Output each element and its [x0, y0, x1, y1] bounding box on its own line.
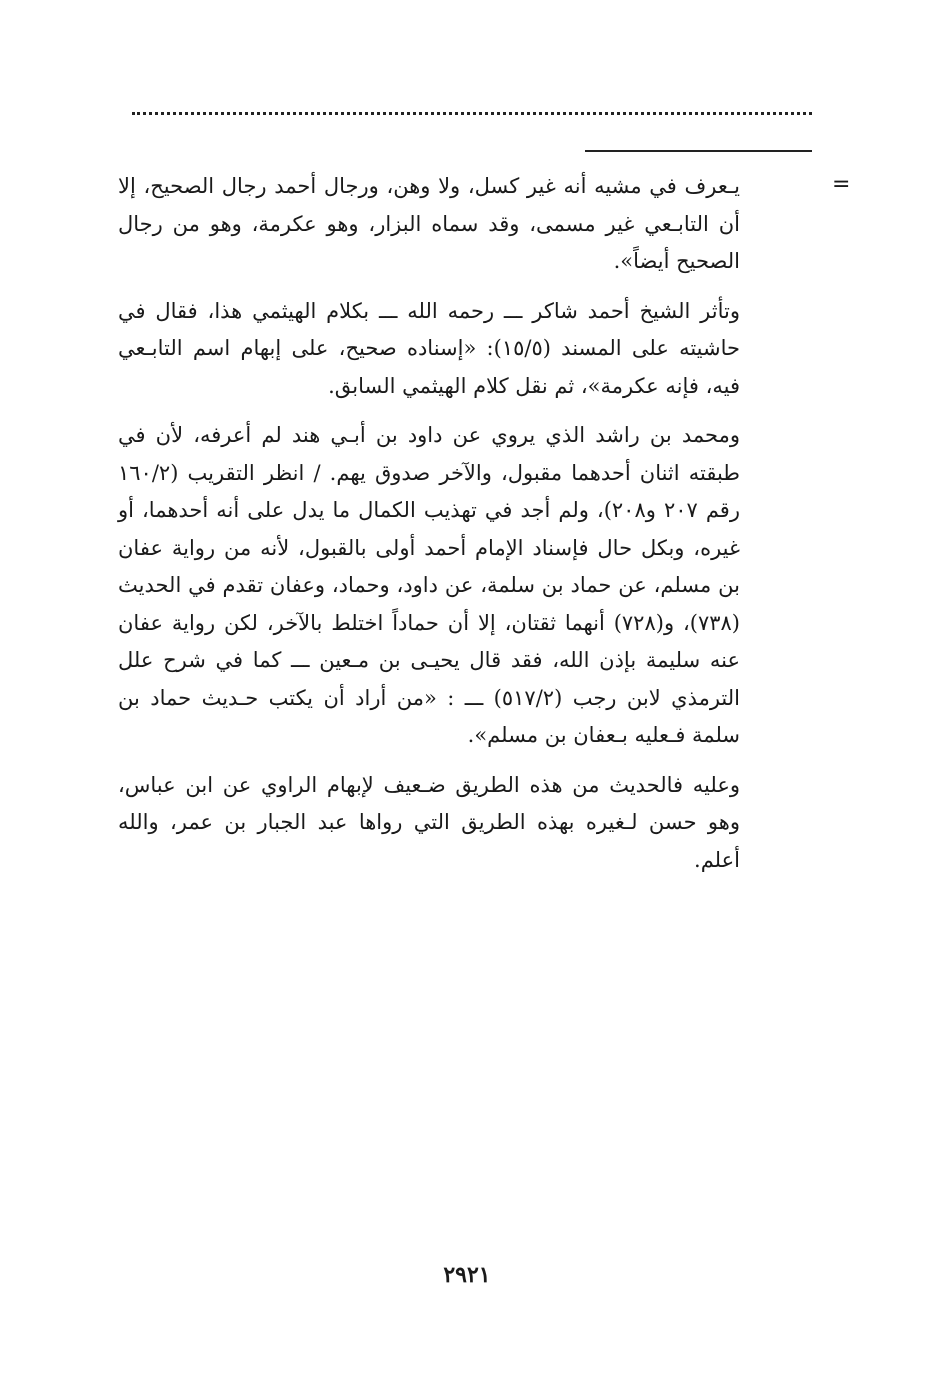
- footnote-body: [118, 168, 740, 891]
- dotted-separator: [132, 112, 812, 115]
- footnote-rule: [585, 150, 812, 152]
- footnote-paragraph-2: وتأثر الشيخ أحمد شاكر ـــ رحمه الله ـــ بكلام الهيثمي هذا، فقال في حاشيته على المسند (١٥/٥): «إسناده صحيح، على إبهام اسم التابـعي فيه، فإنه عكرمة»، ثم نقل كلام الهيثمي السابق.: [118, 298, 740, 398]
- continuation-mark: =: [832, 172, 851, 197]
- footnote-paragraph-1: يـعرف في مشيه أنه غير كسل، ولا وهن، ورجال أحمد رجال الصحيح، إلا أن التابـعي غير مسمى، وقد سماه البزار، وهو عكرمة، وهو من رجال الصحيح أيضاً».: [118, 174, 740, 273]
- footnote-paragraph-3: ومحمد بن راشد الذي يروي عن داود بن أبـي هند لم أعرفه، لأن في طبقته اثنان أحدهما مقبول، والآخر صدوق يهم. / انظر التقريب (١٦٠/٢ رقم ٢٠٧ و٢٠٨)، ولم أجد في تهذيب الكمال ما يدل على أنه أحدهما، أو غيره، وبكل حال فإسناد الإمام أحمد أولى بالقبول، لأنه من رواية عفان بن مسلم، عن حماد بن سلمة، عن داود، وحماد، وعفان تقدم في الحديث (٧٣٨)، و(٧٢٨) أنهما ثقتان، إلا أن حماداً اختلط بالآخر، لكن رواية عفان عنه سليمة بإذن الله، فقد قال يحيـى بن مـعين ـــ كما في شرح علل الترمذي لابن رجب (٥١٧/٢) ـــ : «من أراد أن يكتب حـديث حماد بن سلمة فـعليه بـعفان بن مسلم».: [118, 423, 740, 747]
- page-number: ٢٩٢١: [443, 1262, 491, 1288]
- footnote-paragraph-4: وعليه فالحديث من هذه الطريق ضـعيف لإبهام الراوي عن ابن عباس، وهو حسن لـغيره بهذه الطريق التي رواها عبد الجبار بن عمر، والله أعلم.: [118, 772, 740, 872]
